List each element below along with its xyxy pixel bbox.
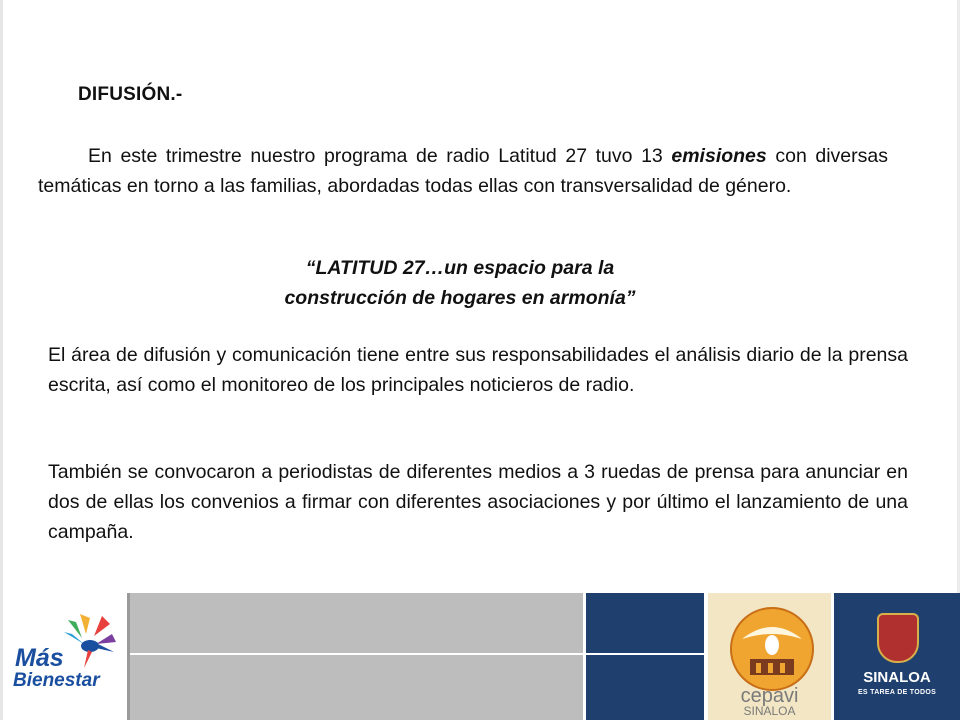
cepavi-logo (708, 593, 831, 720)
cepavi-name: cepavi (740, 685, 799, 707)
quote-slogan (200, 253, 720, 313)
cepavi-emblem-icon (730, 607, 814, 691)
mas-bienestar-logo (10, 610, 122, 710)
paragraph-press-monitoring: El área de difusión y comunicación tiene entre sus responsabilidades el análisis diario de la prensa escrita, así como el monitoreo de los principales noticieros de radio. (48, 344, 908, 396)
navy-panel-top (586, 593, 704, 653)
paragraph-radio-rest: con diversas temáticas en torno a las familias, abordadas todas ellas con transversalidad de género. (38, 145, 888, 197)
paragraph-press-conferences: También se convocaron a periodistas de diferentes medios a 3 ruedas de prensa para anunciar en dos de ellas los convenios a firmar con diferentes asociaciones y por último el lanzamiento de una campaña. (48, 461, 908, 543)
mas-text: Más (15, 644, 64, 672)
gray-panel-edge (127, 593, 130, 720)
gray-panel-top (127, 593, 583, 653)
navy-panel-bottom (586, 655, 704, 720)
sinaloa-logo (834, 593, 960, 720)
bienestar-text: Bienestar (13, 670, 100, 691)
paragraph-radio-lead: En este trimestre nuestro programa de radio Latitud 27 tuvo 13 (88, 145, 672, 167)
cepavi-subtitle: SINALOA (743, 704, 796, 718)
sinaloa-tagline: ES TAREA DE TODOS (857, 689, 937, 696)
quote-line-1: “LATITUD 27…un espacio para la (305, 257, 615, 279)
paragraph-radio-emphasis: emisiones (671, 145, 767, 167)
gray-panel-bottom (127, 655, 583, 720)
paragraph-radio (38, 141, 888, 201)
sinaloa-shield-icon (877, 613, 919, 663)
section-heading: DIFUSIÓN.- (78, 84, 183, 105)
sinaloa-name: SINALOA (863, 669, 931, 686)
quote-line-2: construcción de hogares en armonía” (284, 287, 636, 309)
